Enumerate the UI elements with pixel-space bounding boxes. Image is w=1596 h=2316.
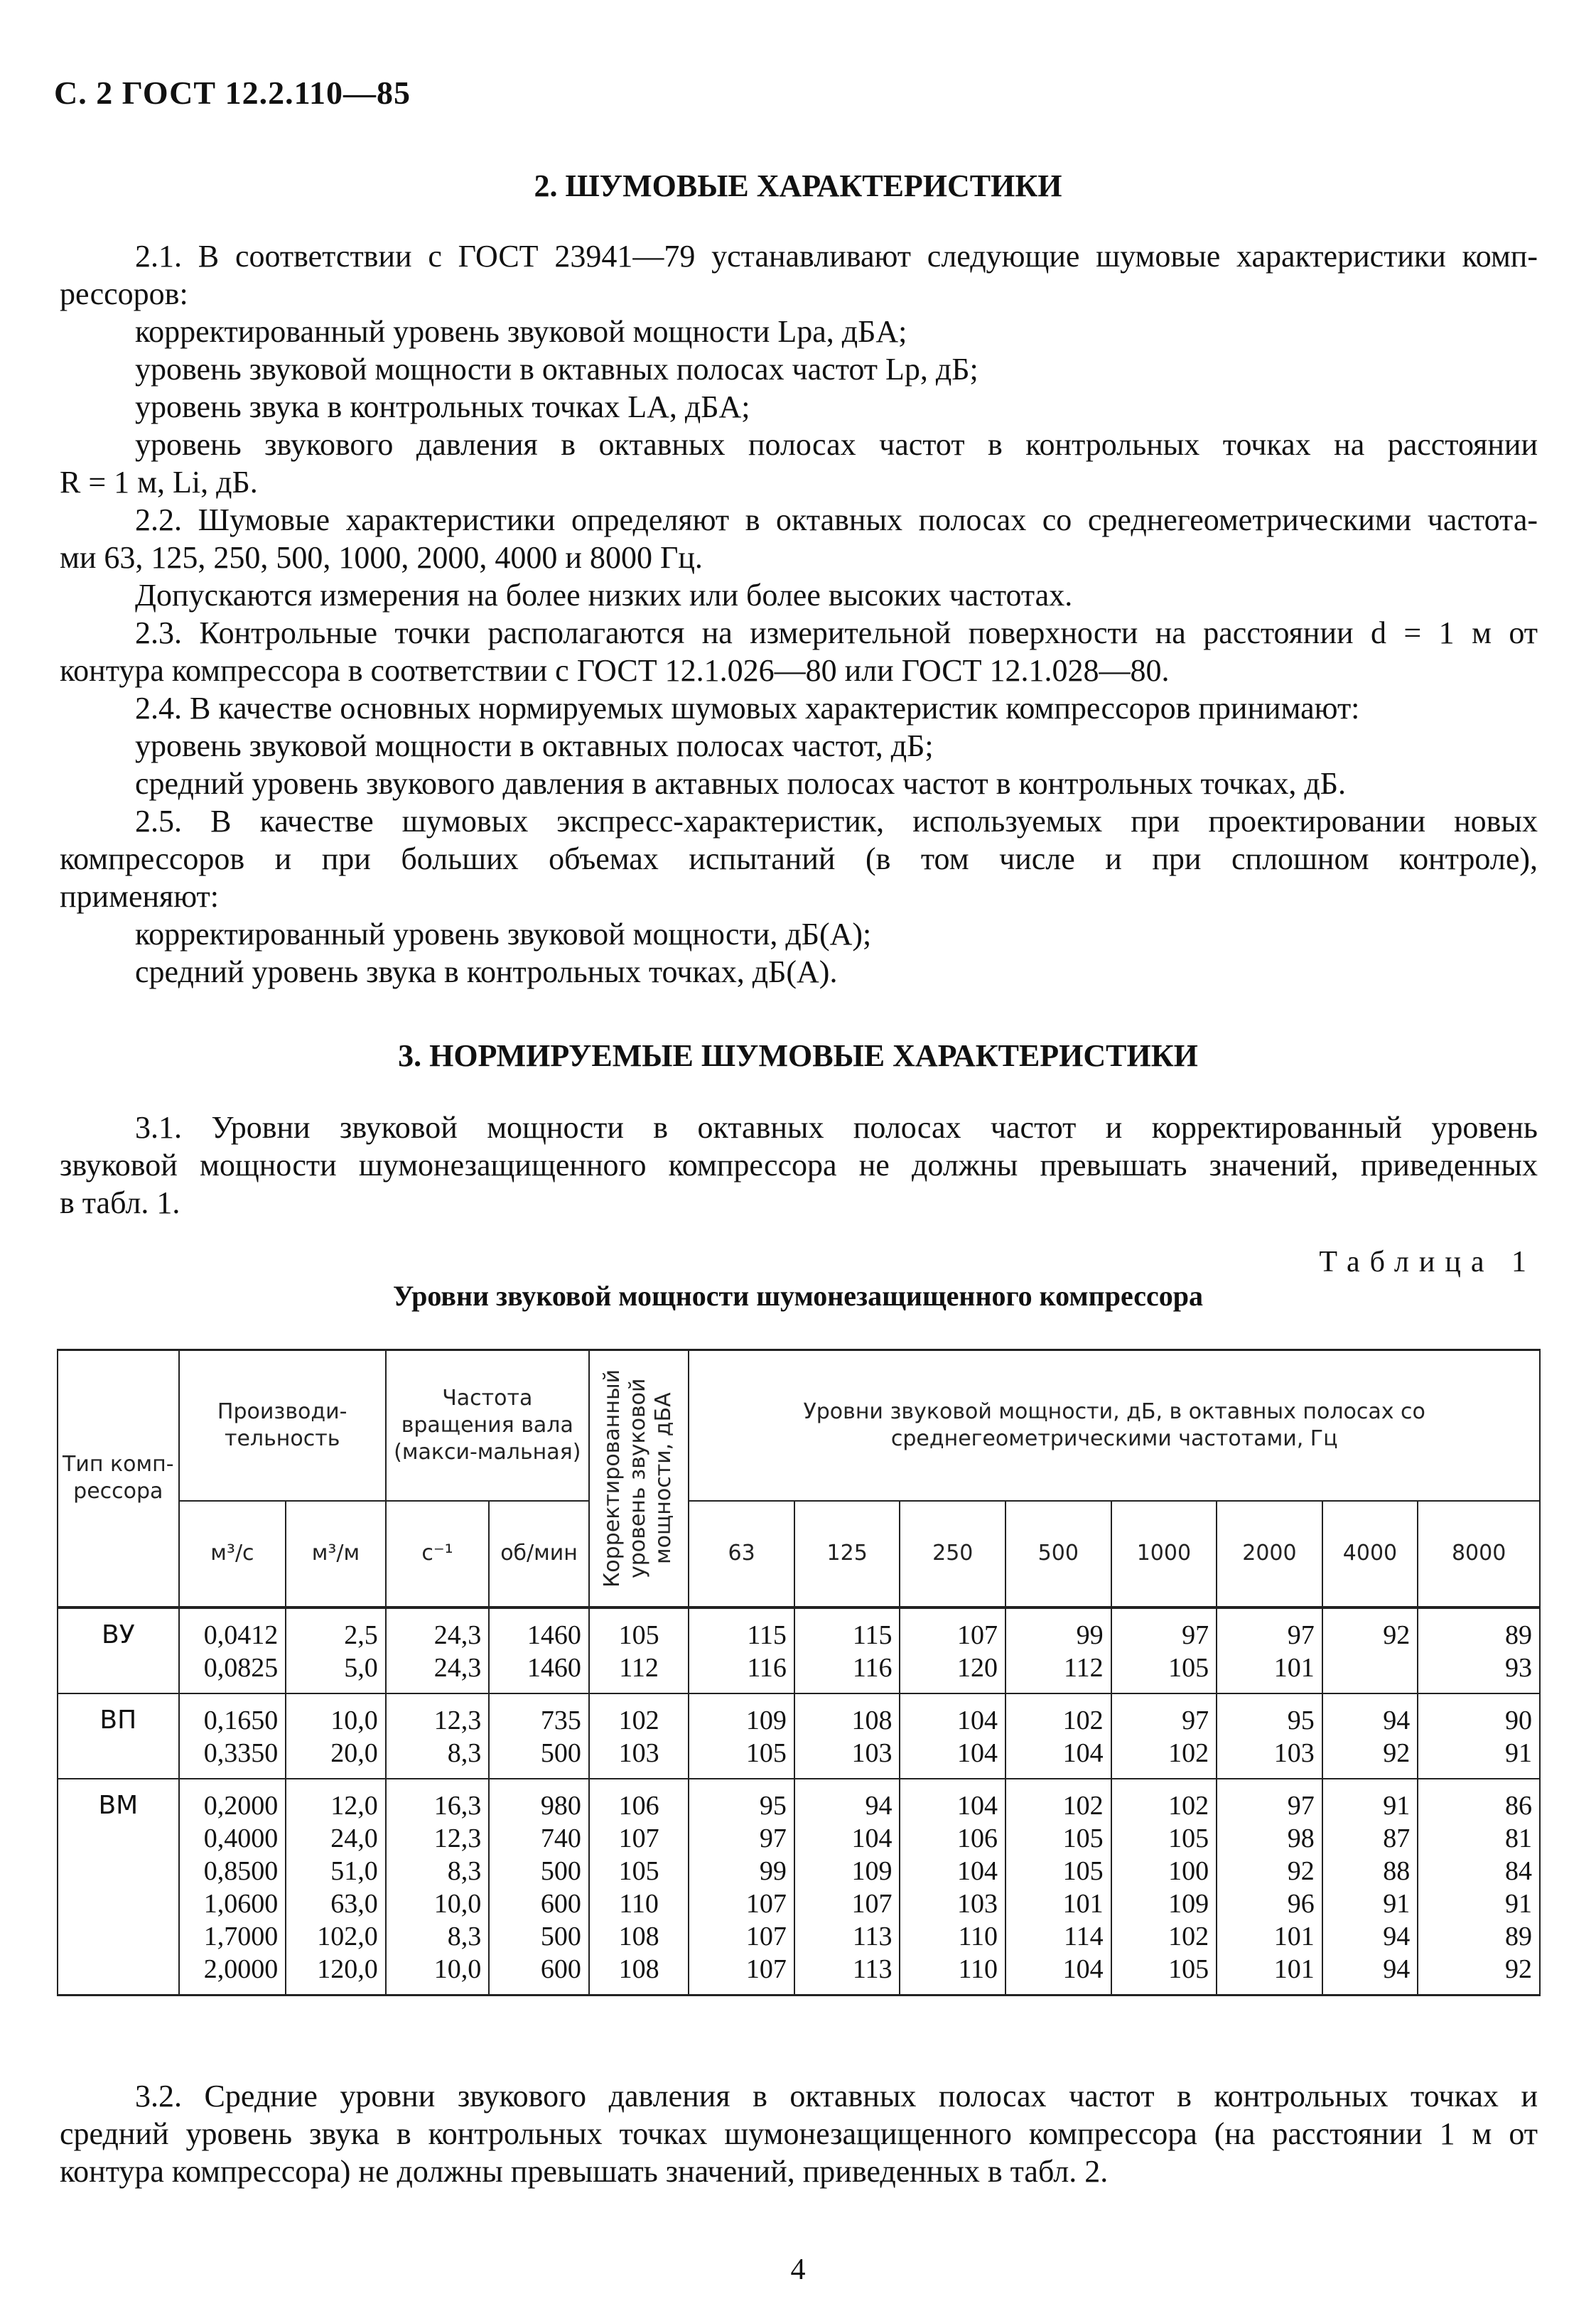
paragraph-line: 3.1. Уровни звуковой мощности в октавных полосах частот и корректированный уровень [135, 1110, 1538, 1145]
table-cell: 110 [619, 1888, 659, 1919]
table-cell: 107 [618, 1823, 659, 1853]
table-cell: 1460 [527, 1620, 581, 1650]
table-cell: 108 [618, 1921, 659, 1951]
noise-levels-table [57, 1349, 1541, 1996]
table-cell: 116 [852, 1652, 893, 1683]
paragraph-line: в табл. 1. [60, 1185, 180, 1220]
paragraph-line: R = 1 м, Li, дБ. [60, 465, 258, 500]
paragraph-line: 2.1. В соответствии с ГОСТ 23941—79 устанавливают следующие шумовые характеристики комп- [135, 239, 1538, 274]
header-frequency: 500 [1005, 1501, 1111, 1607]
header-frequency: 4000 [1322, 1501, 1418, 1607]
table-cell: 92 [1287, 1856, 1315, 1886]
header-frequency: 2000 [1217, 1501, 1322, 1607]
table-cell-column [179, 1779, 286, 1995]
header-corrected-level-text: Корректированный уровень звуковой мощности, дБA [600, 1369, 676, 1588]
table-cell: 8,3 [447, 1921, 482, 1951]
table-cell-column [689, 1607, 794, 1693]
table-cell: 8,3 [447, 1738, 482, 1768]
table-cell: 104 [957, 1790, 998, 1821]
table-cell: 980 [540, 1790, 581, 1821]
table-cell-column [1111, 1693, 1217, 1779]
table-cell: 112 [1064, 1652, 1104, 1683]
table-cell: 113 [852, 1954, 893, 1984]
table-cell: 12,3 [433, 1705, 482, 1735]
table-cell: 95 [759, 1790, 787, 1821]
paragraph-line: 2.5. В качестве шумовых экспресс-характеристик, используемых при проектировании новых [135, 804, 1538, 839]
table-cell: 10,0 [330, 1705, 378, 1735]
table-cell: 105 [1168, 1652, 1209, 1683]
compressor-type: ВМ [58, 1779, 179, 1995]
table-cell-column [794, 1607, 900, 1693]
header-frequency: 125 [794, 1501, 900, 1607]
table-cell: 90 [1505, 1705, 1532, 1735]
table-cell: 0,0825 [203, 1652, 279, 1683]
table-cell: 107 [957, 1620, 998, 1650]
paragraph-line: рессоров: [60, 276, 188, 311]
table-cell: 112 [619, 1652, 659, 1683]
table-cell-column [179, 1607, 286, 1693]
table-cell: 116 [747, 1652, 787, 1683]
paragraph-line: средний уровень звука в контрольных точках, дБ(A). [135, 954, 838, 989]
table-cell: 109 [1168, 1888, 1209, 1919]
table-cell: 96 [1287, 1888, 1315, 1919]
table-cell-column [1005, 1779, 1111, 1995]
table-cell [1330, 1652, 1411, 1684]
paragraph-line: 2.2. Шумовые характеристики определяют в октавных полосах со среднегеометрическими частота- [135, 502, 1538, 537]
table-cell: 97 [1182, 1705, 1209, 1735]
table-cell-column [286, 1779, 386, 1995]
table-cell: 108 [618, 1954, 659, 1984]
table-cell-column [1217, 1693, 1322, 1779]
table-cell: 120 [957, 1652, 998, 1683]
compressor-type: ВУ [58, 1607, 179, 1693]
table-cell: 107 [745, 1888, 787, 1919]
table-cell: 105 [1168, 1954, 1209, 1984]
header-corrected-level [589, 1350, 689, 1607]
table-cell-column [900, 1779, 1005, 1995]
table-cell: 99 [1076, 1620, 1104, 1650]
table-cell-column [489, 1779, 589, 1995]
table-cell-column [1111, 1779, 1217, 1995]
header-capacity: Производи-тельность [179, 1350, 386, 1501]
table-cell: 107 [745, 1954, 787, 1984]
table-cell: 0,1650 [203, 1705, 279, 1735]
table-cell: 8,3 [447, 1856, 482, 1886]
table-cell-column [286, 1693, 386, 1779]
table-cell: 10,0 [433, 1954, 482, 1984]
table-cell: 107 [851, 1888, 893, 1919]
table-cell: 51,0 [330, 1856, 378, 1886]
table-cell: 110 [958, 1954, 998, 1984]
table-cell: 93 [1505, 1652, 1532, 1683]
table-cell: 600 [540, 1888, 581, 1919]
paragraph-line: уровень звуковой мощности в октавных полосах частот, дБ; [135, 728, 934, 763]
table-cell: 104 [957, 1705, 998, 1735]
table-cell: 94 [1383, 1921, 1411, 1951]
table-cell: 102 [1168, 1790, 1209, 1821]
table-cell-column [1322, 1779, 1418, 1995]
table-cell: 97 [1287, 1620, 1315, 1650]
table-cell: 105 [618, 1620, 659, 1650]
table-cell: 63,0 [330, 1888, 378, 1919]
table-cell-column [900, 1607, 1005, 1693]
table-cell: 500 [540, 1856, 581, 1886]
table-cell: 91 [1505, 1738, 1532, 1768]
table-cell-column [1111, 1607, 1217, 1693]
section-3-title: 3. НОРМИРУЕМЫЕ ШУМОВЫЕ ХАРАКТЕРИСТИКИ [398, 1038, 1198, 1073]
table-cell: 88 [1383, 1856, 1411, 1886]
table-cell: 101 [1273, 1921, 1315, 1951]
table-cell: 108 [851, 1705, 893, 1735]
table-cell: 94 [1383, 1954, 1411, 1984]
paragraph-line: 3.2. Средние уровни звукового давления в октавных полосах частот в контрольных точках и [135, 2079, 1538, 2113]
table-cell: 94 [865, 1790, 893, 1821]
table-cell: 5,0 [344, 1652, 378, 1683]
table-cell: 12,3 [433, 1823, 482, 1853]
table-cell-column [179, 1693, 286, 1779]
header-frequency: 1000 [1111, 1501, 1217, 1607]
table-cell: 1460 [527, 1652, 581, 1683]
table-cell: 500 [540, 1921, 581, 1951]
table-cell: 0,2000 [203, 1790, 279, 1821]
table-cell-column [794, 1779, 900, 1995]
table-cell: 106 [957, 1823, 998, 1853]
table-cell: 89 [1505, 1620, 1532, 1650]
header-octave-levels: Уровни звуковой мощности, дБ, в октавных полосах со среднегеометрическими частотами, Гц [689, 1350, 1540, 1501]
table-cell: 102 [1168, 1921, 1209, 1951]
header-unit: м³/с [179, 1501, 286, 1607]
table-cell: 103 [1273, 1738, 1315, 1768]
table-cell: 114 [1064, 1921, 1104, 1951]
paragraph-line: ми 63, 125, 250, 500, 1000, 2000, 4000 и 8000 Гц. [60, 540, 703, 575]
section-2-title: 2. ШУМОВЫЕ ХАРАКТЕРИСТИКИ [534, 168, 1062, 203]
page-header: С. 2 ГОСТ 12.2.110—85 [54, 75, 411, 111]
table-cell: 115 [852, 1620, 893, 1650]
header-type: Тип комп-рессора [58, 1350, 179, 1607]
table-row-group [58, 1607, 1540, 1693]
table-cell: 20,0 [330, 1738, 378, 1768]
header-speed: Частота вращения вала (макси-мальная) [386, 1350, 589, 1501]
table-cell: 98 [1287, 1823, 1315, 1853]
header-frequency: 8000 [1418, 1501, 1540, 1607]
table-cell-column [900, 1693, 1005, 1779]
table-cell: 89 [1505, 1921, 1532, 1951]
table-row-group [58, 1693, 1540, 1779]
paragraph-line: уровень звуковой мощности в октавных полосах частот Lp, дБ; [135, 352, 978, 387]
table-cell: 106 [618, 1790, 659, 1821]
table-cell: 91 [1383, 1888, 1411, 1919]
table-cell: 0,4000 [203, 1823, 279, 1853]
paragraph-line: контура компрессора) не должны превышать значений, приведенных в табл. 2. [60, 2154, 1109, 2189]
table-cell: 104 [1062, 1954, 1104, 1984]
table-cell: 103 [957, 1888, 998, 1919]
section-2-body [60, 237, 1538, 991]
table-label: Таблица 1 [1319, 1246, 1536, 1278]
table-cell: 101 [1273, 1652, 1315, 1683]
table-cell: 600 [540, 1954, 581, 1984]
table-cell: 109 [745, 1705, 787, 1735]
paragraph-line: 2.4. В качестве основных нормируемых шумовых характеристик компрессоров принимают: [135, 691, 1360, 726]
table-caption: Уровни звуковой мощности шумонезащищенного компрессора [393, 1280, 1203, 1312]
table-cell: 735 [540, 1705, 581, 1735]
header-unit: об/мин [489, 1501, 589, 1607]
table-cell: 1,0600 [203, 1888, 279, 1919]
table-cell: 102 [1062, 1705, 1104, 1735]
table-cell: 2,0000 [203, 1954, 279, 1984]
table-cell-column [1322, 1607, 1418, 1693]
table-cell: 81 [1505, 1823, 1532, 1853]
paragraph-line: 2.3. Контрольные точки располагаются на измерительной поверхности на расстоянии d = 1 м от [135, 615, 1538, 650]
table-cell: 109 [851, 1856, 893, 1886]
table-cell: 102 [618, 1705, 659, 1735]
paragraph-line: уровень звука в контрольных точках LA, дБA; [135, 389, 750, 424]
table-row-group [58, 1779, 1540, 1995]
compressor-type: ВП [58, 1693, 179, 1779]
table-cell-column [489, 1607, 589, 1693]
table-cell: 16,3 [433, 1790, 482, 1821]
table-cell: 24,3 [433, 1620, 482, 1650]
paragraph-line: уровень звукового давления в октавных полосах частот в контрольных точках на расстоянии [135, 427, 1538, 462]
table-cell-column [1322, 1693, 1418, 1779]
table-cell: 0,8500 [203, 1856, 279, 1886]
table-cell: 102 [1168, 1738, 1209, 1768]
table-cell: 120,0 [317, 1954, 378, 1984]
table-cell: 500 [540, 1738, 581, 1768]
table-cell-column [386, 1693, 490, 1779]
table-cell: 115 [747, 1620, 787, 1650]
table-cell: 92 [1383, 1620, 1411, 1650]
paragraph-line: средний уровень звука в контрольных точках шумонезащищенного компрессора (на расстоянии 1 м от [60, 2116, 1538, 2151]
table-cell-column [1217, 1607, 1322, 1693]
paragraph-line: компрессоров и при больших объемах испытаний (в том числе и при сплошном контроле), [60, 841, 1538, 876]
table-cell-column [689, 1779, 794, 1995]
table-cell: 102 [1062, 1790, 1104, 1821]
table-cell-column [1418, 1693, 1540, 1779]
header-frequency: 250 [900, 1501, 1005, 1607]
table-cell: 0,0412 [203, 1620, 279, 1650]
paragraph-line: средний уровень звукового давления в актавных полосах частот в контрольных точках, дБ. [135, 766, 1347, 801]
table-cell: 24,3 [433, 1652, 482, 1683]
table-cell: 91 [1383, 1790, 1411, 1821]
table-cell: 105 [618, 1856, 659, 1886]
section-3-body [60, 1109, 1538, 1222]
table-cell: 92 [1505, 1954, 1532, 1984]
table-cell: 740 [540, 1823, 581, 1853]
table-cell: 103 [618, 1738, 659, 1768]
table-cell: 92 [1383, 1738, 1411, 1768]
paragraph-line: контура компрессора в соответствии с ГОСТ 12.1.026—80 или ГОСТ 12.1.028—80. [60, 653, 1170, 688]
table-cell: 104 [851, 1823, 893, 1853]
paragraph-line: корректированный уровень звуковой мощности, дБ(A); [135, 917, 872, 952]
header-unit: с⁻¹ [386, 1501, 490, 1607]
table-cell: 97 [1287, 1790, 1315, 1821]
table-cell-column [386, 1607, 490, 1693]
table-cell: 95 [1287, 1705, 1315, 1735]
table-cell: 110 [958, 1921, 998, 1951]
table-cell: 0,3350 [203, 1738, 279, 1768]
table-cell-column [1217, 1779, 1322, 1995]
table-cell: 12,0 [330, 1790, 378, 1821]
table-cell: 104 [957, 1856, 998, 1886]
table-cell-column [589, 1779, 689, 1995]
section-3-2-body [60, 2077, 1538, 2190]
table-cell: 101 [1273, 1954, 1315, 1984]
table-cell: 105 [1062, 1823, 1104, 1853]
table-cell: 97 [1182, 1620, 1209, 1650]
table-cell-column [589, 1607, 689, 1693]
paragraph-line: корректированный уровень звуковой мощности Lpa, дБA; [135, 314, 907, 349]
table-cell-column [286, 1607, 386, 1693]
table-cell: 2,5 [344, 1620, 378, 1650]
table-cell-column [794, 1693, 900, 1779]
table-cell: 107 [745, 1921, 787, 1951]
header-unit: м³/м [286, 1501, 386, 1607]
header-frequency: 63 [689, 1501, 794, 1607]
table-cell: 86 [1505, 1790, 1532, 1821]
table-cell-column [1418, 1607, 1540, 1693]
table-cell: 104 [957, 1738, 998, 1768]
table-cell-column [589, 1693, 689, 1779]
table-cell: 10,0 [433, 1888, 482, 1919]
table-cell-column [489, 1693, 589, 1779]
table-cell: 99 [759, 1856, 787, 1886]
table-cell: 1,7000 [203, 1921, 279, 1951]
table-cell: 105 [745, 1738, 787, 1768]
table-cell-column [689, 1693, 794, 1779]
table-cell: 105 [1168, 1823, 1209, 1853]
table-cell: 87 [1383, 1823, 1411, 1853]
table-cell: 24,0 [330, 1823, 378, 1853]
table-cell: 100 [1168, 1856, 1209, 1886]
table-cell: 105 [1062, 1856, 1104, 1886]
table-cell: 104 [1062, 1738, 1104, 1768]
table-cell: 103 [851, 1738, 893, 1768]
table-cell-column [1418, 1779, 1540, 1995]
table-cell: 101 [1062, 1888, 1104, 1919]
table-cell-column [386, 1779, 490, 1995]
paragraph-line: применяют: [60, 879, 219, 914]
table-cell: 94 [1383, 1705, 1411, 1735]
paragraph-line: Допускаются измерения на более низких или более высоких частотах. [135, 578, 1073, 613]
table-cell-column [1005, 1607, 1111, 1693]
table-cell: 91 [1505, 1888, 1532, 1919]
paragraph-line: звуковой мощности шумонезащищенного компрессора не должны превышать значений, приведенных [60, 1148, 1538, 1183]
table-cell: 113 [852, 1921, 893, 1951]
table-cell: 102,0 [317, 1921, 378, 1951]
table-cell-column [1005, 1693, 1111, 1779]
table-cell: 84 [1505, 1856, 1532, 1886]
table-cell: 97 [759, 1823, 787, 1853]
page-number: 4 [790, 2253, 806, 2286]
